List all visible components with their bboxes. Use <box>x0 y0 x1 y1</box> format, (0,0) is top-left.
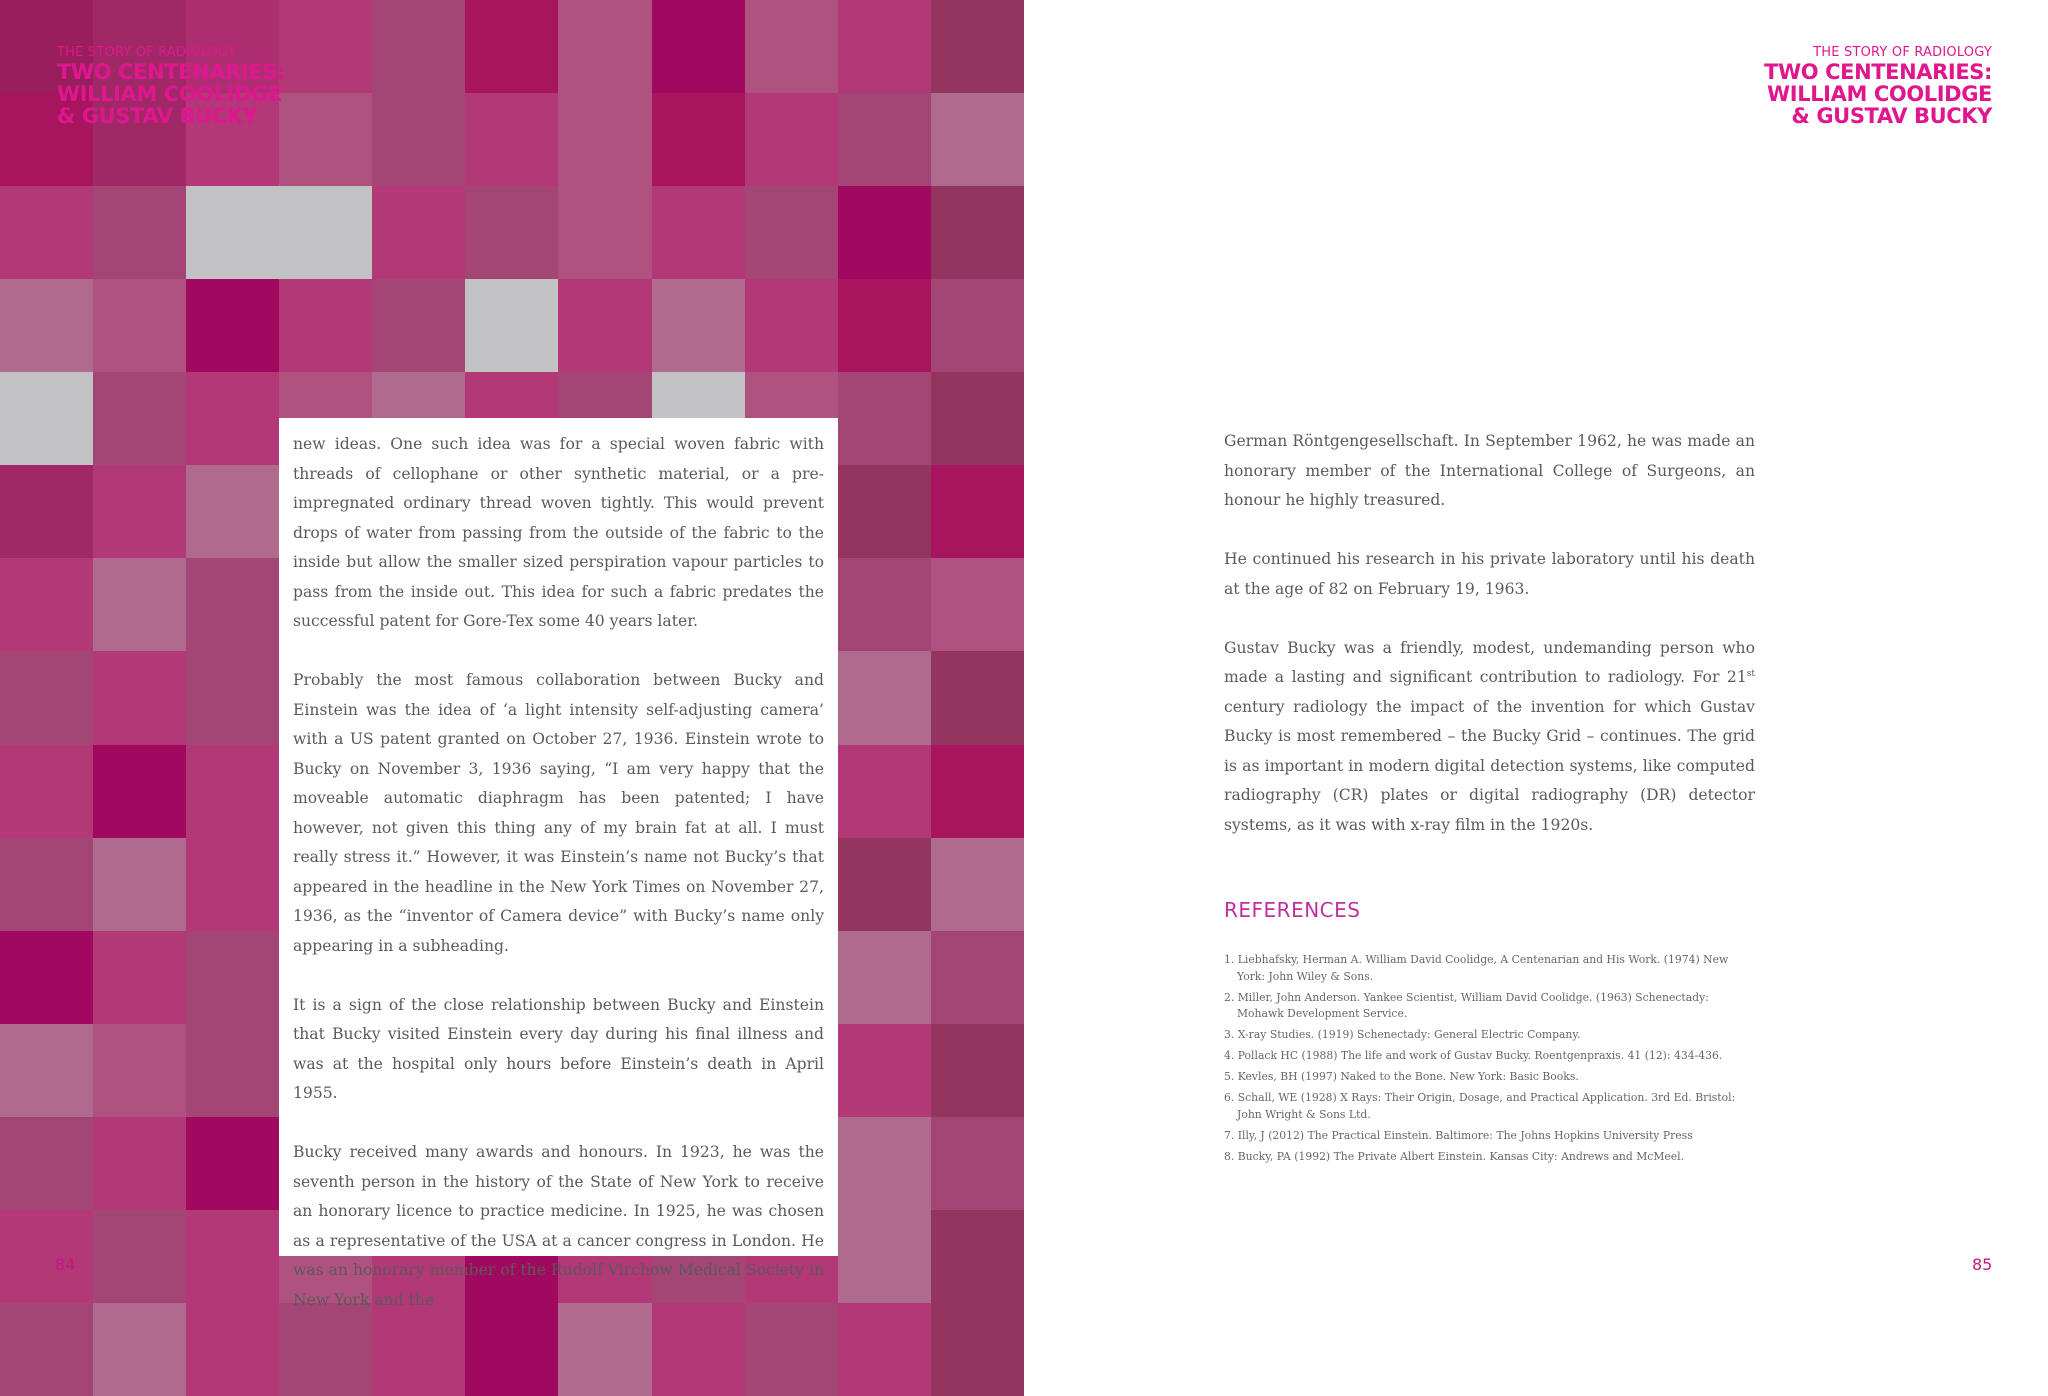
reference-item: 4. Pollack HC (1988) The life and work of Gustav Bucky. Roentgenpraxis. 41 (12): 434-436. <box>1224 1049 1723 1063</box>
mosaic-tile <box>279 0 372 93</box>
mosaic-tile <box>0 745 93 838</box>
mosaic-tile <box>0 372 93 465</box>
references-heading: REFERENCES <box>1224 898 1361 922</box>
mosaic-tile <box>745 93 838 186</box>
reference-item: 3. X-ray Studies. (1919) Schenectady: General Electric Company. <box>1224 1028 1581 1042</box>
mosaic-tile <box>0 931 93 1024</box>
mosaic-tile <box>838 279 931 372</box>
mosaic-tile <box>93 372 186 465</box>
mosaic-tile <box>652 279 745 372</box>
mosaic-tile <box>93 558 186 651</box>
mosaic-tile <box>186 1210 279 1303</box>
mosaic-tile <box>0 1210 93 1303</box>
mosaic-tile <box>279 186 372 279</box>
mosaic-tile <box>372 186 465 279</box>
mosaic-tile <box>745 0 838 93</box>
body-paragraph: German Röntgengesellschaft. In September 1962, he was made an honorary member of the International College of Surgeons, an honour he highly treasured. <box>1224 432 1755 509</box>
mosaic-tile <box>0 558 93 651</box>
mosaic-tile <box>93 465 186 558</box>
mosaic-tile <box>558 279 651 372</box>
mosaic-tile <box>372 1303 465 1396</box>
mosaic-tile <box>93 838 186 931</box>
body-paragraph <box>1224 634 1755 841</box>
mosaic-tile <box>558 1303 651 1396</box>
mosaic-tile <box>838 1210 931 1303</box>
running-header-title-line: WILLIAM COOLIDGE <box>57 82 282 106</box>
mosaic-tile <box>0 1117 93 1210</box>
mosaic-tile <box>186 651 279 744</box>
mosaic-tile <box>0 838 93 931</box>
mosaic-tile <box>931 0 1024 93</box>
mosaic-tile <box>652 186 745 279</box>
running-header-kicker: THE STORY OF RADIOLOGY <box>1813 45 1992 60</box>
mosaic-tile <box>838 651 931 744</box>
right-text-column <box>1224 427 1755 870</box>
mosaic-tile <box>0 1303 93 1396</box>
mosaic-tile <box>931 651 1024 744</box>
article-text-box <box>279 418 838 1309</box>
mosaic-tile <box>372 93 465 186</box>
paragraph-text: Gustav Bucky was a friendly, modest, undemanding person who made a lasting and significant contribution to radiology. For 21 <box>1224 638 1755 686</box>
mosaic-tile <box>279 93 372 186</box>
running-header-kicker: THE STORY OF RADIOLOGY <box>57 45 236 60</box>
mosaic-tile <box>186 931 279 1024</box>
mosaic-tile <box>931 1210 1024 1303</box>
mosaic-tile <box>558 186 651 279</box>
mosaic-tile <box>838 838 931 931</box>
mosaic-tile <box>186 1303 279 1396</box>
running-header-title-line: & GUSTAV BUCKY <box>1791 104 1992 128</box>
body-paragraph: He continued his research in his private laboratory until his death at the age of 82 on February 19, 1963. <box>1224 550 1755 598</box>
mosaic-tile <box>186 186 279 279</box>
mosaic-tile <box>279 1303 372 1396</box>
mosaic-tile <box>558 93 651 186</box>
running-header-title-line: & GUSTAV BUCKY <box>57 104 258 128</box>
mosaic-tile <box>93 1117 186 1210</box>
mosaic-tile <box>931 186 1024 279</box>
superscript-ordinal: st <box>1746 668 1755 679</box>
left-running-header <box>57 45 285 127</box>
body-paragraph: Probably the most famous collaboration between Bucky and Einstein was the idea of ‘a light intensity self-adjusting camera’ with a US patent granted on October 27, 1936. Einstein wrote to Bucky on November 3, 1936 saying, “I am very happy that the moveable automatic diaphragm has been patented; I have however, not given this thing any of my brain fat at all. I must really stress it.” However, it was Einstein’s name not Bucky’s that appeared in the headline in the New York Times on November 27, 1936, as the “inventor of Camera device” with Bucky’s name only appearing in a subheading. <box>293 671 824 955</box>
references-list <box>1224 952 1755 1170</box>
mosaic-tile <box>745 1303 838 1396</box>
mosaic-tile <box>838 186 931 279</box>
mosaic-tile <box>186 1117 279 1210</box>
mosaic-tile <box>186 372 279 465</box>
mosaic-tile <box>0 465 93 558</box>
mosaic-tile <box>838 465 931 558</box>
mosaic-tile <box>931 1303 1024 1396</box>
page-number-left: 84 <box>55 1255 76 1274</box>
mosaic-tile <box>931 1024 1024 1117</box>
right-running-header <box>1764 45 1992 127</box>
mosaic-tile <box>931 93 1024 186</box>
mosaic-tile <box>838 558 931 651</box>
running-header-title-line: TWO CENTENARIES: <box>1764 60 1992 84</box>
mosaic-tile <box>0 651 93 744</box>
mosaic-tile <box>838 1117 931 1210</box>
mosaic-tile <box>652 0 745 93</box>
reference-item: 7. Illy, J (2012) The Practical Einstein. Baltimore: The Johns Hopkins University Press <box>1224 1129 1693 1143</box>
mosaic-tile <box>186 279 279 372</box>
mosaic-tile <box>558 0 651 93</box>
mosaic-tile <box>186 745 279 838</box>
mosaic-tile <box>186 1024 279 1117</box>
mosaic-tile <box>652 93 745 186</box>
mosaic-tile <box>186 465 279 558</box>
mosaic-tile <box>93 931 186 1024</box>
reference-item: 2. Miller, John Anderson. Yankee Scientist, William David Coolidge. (1963) Schenectady: Mohawk Development Service. <box>1224 990 1709 1021</box>
mosaic-tile <box>93 745 186 838</box>
mosaic-tile <box>465 93 558 186</box>
mosaic-tile <box>0 1024 93 1117</box>
mosaic-tile <box>838 1024 931 1117</box>
mosaic-tile <box>652 1303 745 1396</box>
mosaic-tile <box>931 465 1024 558</box>
mosaic-tile <box>465 1303 558 1396</box>
mosaic-tile <box>0 186 93 279</box>
mosaic-tile <box>931 558 1024 651</box>
mosaic-tile <box>838 931 931 1024</box>
mosaic-tile <box>745 186 838 279</box>
mosaic-tile <box>745 279 838 372</box>
mosaic-tile <box>931 838 1024 931</box>
mosaic-tile <box>465 0 558 93</box>
mosaic-tile <box>838 0 931 93</box>
mosaic-tile <box>465 186 558 279</box>
mosaic-tile <box>93 651 186 744</box>
reference-item: 1. Liebhafsky, Herman A. William David Coolidge, A Centenarian and His Work. (1974) New York: John Wiley & Sons. <box>1224 953 1729 983</box>
mosaic-tile <box>465 279 558 372</box>
mosaic-tile <box>93 186 186 279</box>
page-number-right: 85 <box>1972 1255 1993 1274</box>
mosaic-tile <box>279 279 372 372</box>
mosaic-tile <box>838 745 931 838</box>
mosaic-tile <box>186 838 279 931</box>
mosaic-tile <box>931 745 1024 838</box>
mosaic-tile <box>93 1303 186 1396</box>
mosaic-tile <box>93 1210 186 1303</box>
mosaic-tile <box>93 279 186 372</box>
mosaic-tile <box>931 1117 1024 1210</box>
paragraph-text: century radiology the impact of the invention for which Gustav Bucky is most remembered – the Bucky Grid – continues. The grid is as important in modern digital detection systems, like computed radiography (CR) plates or digital radiography (DR) detector systems, as it was with x-ray film in the 1920s. <box>1224 697 1755 834</box>
running-header-title-line: WILLIAM COOLIDGE <box>1767 82 1992 106</box>
running-header-title-line: TWO CENTENARIES: <box>57 60 285 84</box>
mosaic-tile <box>372 0 465 93</box>
mosaic-tile <box>838 93 931 186</box>
mosaic-tile <box>0 279 93 372</box>
body-paragraph: It is a sign of the close relationship between Bucky and Einstein that Bucky visited Einstein every day during his final illness and was at the hospital only hours before Einstein’s death in April 1955. <box>293 995 824 1102</box>
reference-item: 6. Schall, WE (1928) X Rays: Their Origin, Dosage, and Practical Application. 3rd Ed. Bristol: John Wright & Sons Ltd. <box>1224 1091 1736 1121</box>
reference-item: 8. Bucky, PA (1992) The Private Albert Einstein. Kansas City: Andrews and McMeel. <box>1224 1150 1685 1164</box>
mosaic-tile <box>931 279 1024 372</box>
body-paragraph: Bucky received many awards and honours. In 1923, he was the seventh person in the history of the State of New York to receive an honorary licence to practice medicine. In 1925, he was chosen as a representative of the USA at a cancer congress in London. He was an honorary member of the Rudolf Virchow Medical Society in New York and the <box>293 1143 824 1309</box>
mosaic-tile <box>838 1303 931 1396</box>
mosaic-tile <box>93 1024 186 1117</box>
reference-item: 5. Kevles, BH (1997) Naked to the Bone. New York: Basic Books. <box>1224 1070 1579 1084</box>
body-paragraph: new ideas. One such idea was for a special woven fabric with threads of cellophane or other synthetic material, or a pre-impregnated ordinary thread woven tightly. This would prevent drops of water from passing from the outside of the fabric to the inside but allow the smaller sized perspiration vapour particles to pass from the inside out. This idea for such a fabric predates the successful patent for Gore-Tex some 40 years later. <box>293 435 824 630</box>
mosaic-tile <box>186 558 279 651</box>
mosaic-tile <box>838 372 931 465</box>
mosaic-tile <box>931 372 1024 465</box>
mosaic-tile <box>931 931 1024 1024</box>
mosaic-tile <box>372 279 465 372</box>
